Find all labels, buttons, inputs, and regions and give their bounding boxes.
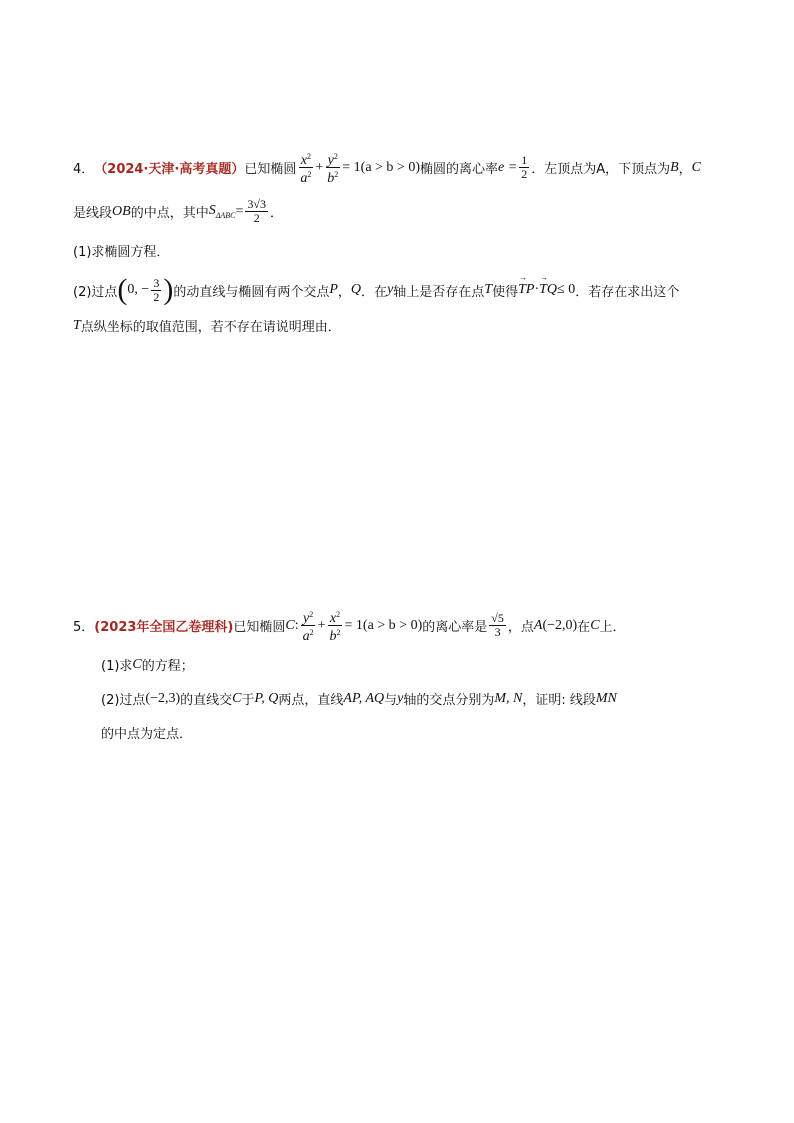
q4-part1-text: (1)求椭圆方程． <box>73 245 170 260</box>
q4-text: 的中点，其中 <box>130 206 209 221</box>
q4-number: 4． <box>73 162 95 177</box>
q4-text: 已知椭圆 <box>244 162 297 177</box>
q4-text: 是线段 <box>73 206 113 221</box>
q4-vector-TP: → TP <box>518 282 534 298</box>
q5-var-C: C <box>232 690 242 706</box>
q4-equals: = <box>235 203 244 219</box>
q5-var-MN: MN <box>595 690 617 706</box>
q4-var-y: y <box>387 282 394 297</box>
q4-var-T: T <box>484 282 493 297</box>
q5-var-y: y <box>397 690 404 706</box>
q4-area-S: $S_{\Delta ABC}$ <box>208 203 236 220</box>
q5-source: (2023年全国乙卷理科) <box>94 620 234 635</box>
q4-text: 椭圆的离心率 <box>420 162 499 177</box>
q5-text: 在 <box>577 620 591 635</box>
q4-ecc-lhs: e = <box>498 159 518 175</box>
q5-point-A: (−2,0) <box>542 617 578 633</box>
q4-comma: ， <box>678 162 692 177</box>
q4-frac-x: $\frac{x^2}{a^2}$ <box>300 152 312 186</box>
q4-text: 使得 <box>492 284 519 300</box>
q5-text: 的方程； <box>141 659 194 674</box>
q4-var-Q: Q <box>350 282 362 297</box>
q5-ecc-frac: $\frac{√5}{3}$ <box>491 611 504 639</box>
q5-part2-line2 <box>101 723 192 742</box>
q5-text: 的离心率是 <box>422 620 488 635</box>
q5-text: 于 <box>241 693 255 708</box>
q5-var-C: C <box>132 656 142 672</box>
q5-frac-x: $\frac{x^2}{b^2}$ <box>329 610 341 644</box>
q4-part1 <box>73 241 169 260</box>
q5-condition: = 1(a > b > 0) <box>344 617 423 633</box>
q5-text: 两点，直线 <box>278 693 344 708</box>
q4-inequality: ≤ 0 <box>557 282 576 297</box>
q5-text: (1)求 <box>101 659 133 674</box>
q4-part2-line2 <box>73 316 341 335</box>
q5-colon: : <box>294 617 299 633</box>
q4-period: ． <box>270 206 284 221</box>
q4-text: 轴上是否存在点 <box>393 284 485 300</box>
q5-text: 的中点为定点． <box>101 727 193 742</box>
q5-number: 5． <box>73 620 95 635</box>
q5-text: ，点 <box>507 620 534 635</box>
q4-var-P: P <box>329 282 338 297</box>
q4-source: （2024·天津·高考真题） <box>94 162 245 177</box>
q4-var-OB: OB <box>112 203 131 219</box>
q5-text: 已知椭圆 <box>233 620 286 635</box>
q4-point-frac: $\frac{3}{2}$ <box>153 275 160 304</box>
q4-var-C: C <box>691 159 702 175</box>
q4-condition: = 1(a > b > 0) <box>342 159 420 175</box>
q4-part2-line1: (2)过点 ( 0, − $\frac{3}{2}$ ) 的动直线与椭圆有两个交点 P ， Q ．在 y 轴上是否存在点 T 使得 → TP · → TQ ≤ 0 ．若存在求出这个 <box>73 275 679 305</box>
q4-point-x: 0, − <box>127 282 150 297</box>
q5-text: ，证明: 线段 <box>522 693 596 708</box>
q5-text: 与 <box>384 693 398 708</box>
q5-point: (−2,3) <box>145 690 181 706</box>
q5-part1 <box>101 655 194 674</box>
q5-text: (2)过点 <box>101 693 146 708</box>
q5-text: 上． <box>599 620 626 635</box>
q5-text: 的直线交 <box>180 693 233 708</box>
q4-ecc-frac: $\frac{1}{2}$ <box>521 153 528 181</box>
q4-stem-line2 <box>73 198 283 225</box>
q4-text: ．在 <box>361 284 388 300</box>
q5-part2-line1 <box>101 689 617 708</box>
q5-var-PQ: P, Q <box>254 690 279 706</box>
q4-var-T: T <box>73 317 81 333</box>
q5-frac-y: $\frac{y^2}{a^2}$ <box>302 610 314 644</box>
q5-text: 轴的交点分别为 <box>403 693 495 708</box>
q5-var-A: A <box>533 617 543 633</box>
q5-stem: 5． (2023年全国乙卷理科) 已知椭圆 C : $\frac{y^2}{a^2}$ + $\frac{x^2}{b^2}$ = 1(a > b > 0) 的离心率是 $\frac{√5}{3}$ ，点 A (−2,0) 在 C 上． <box>73 610 626 644</box>
q5-var-MN: M, N <box>494 690 523 706</box>
q4-frac-y: $\frac{y^2}{b^2}$ <box>327 152 339 186</box>
q4-comma: ， <box>337 284 351 300</box>
q4-var-B: B <box>670 159 679 175</box>
q4-dot: · <box>534 282 540 297</box>
q4-area-frac: $\frac{3√3}{2}$ <box>247 197 267 225</box>
q5-var-APAQ: AP, AQ <box>343 690 385 706</box>
q5-var-C: C <box>285 617 295 633</box>
q5-var-C: C <box>590 617 600 633</box>
q4-text: 的动直线与椭圆有两个交点 <box>173 284 330 300</box>
q4-text: ．左顶点为A，下顶点为 <box>531 162 671 177</box>
q4-stem-line1: 4． （2024·天津·高考真题） 已知椭圆 $\frac{x^2}{a^2}$ + $\frac{y^2}{b^2}$ = 1(a > b > 0) 椭圆的离心率 e = $\frac{1}{2}$ ．左顶点为A，下顶点为 B ， C <box>73 152 702 186</box>
q4-text: 点纵坐标的取值范围，若不存在请说明理由． <box>80 320 341 335</box>
q4-text: ．若存在求出这个 <box>575 284 680 300</box>
q4-text: (2)过点 <box>73 284 118 300</box>
q4-vector-TQ: → TQ <box>539 282 557 298</box>
